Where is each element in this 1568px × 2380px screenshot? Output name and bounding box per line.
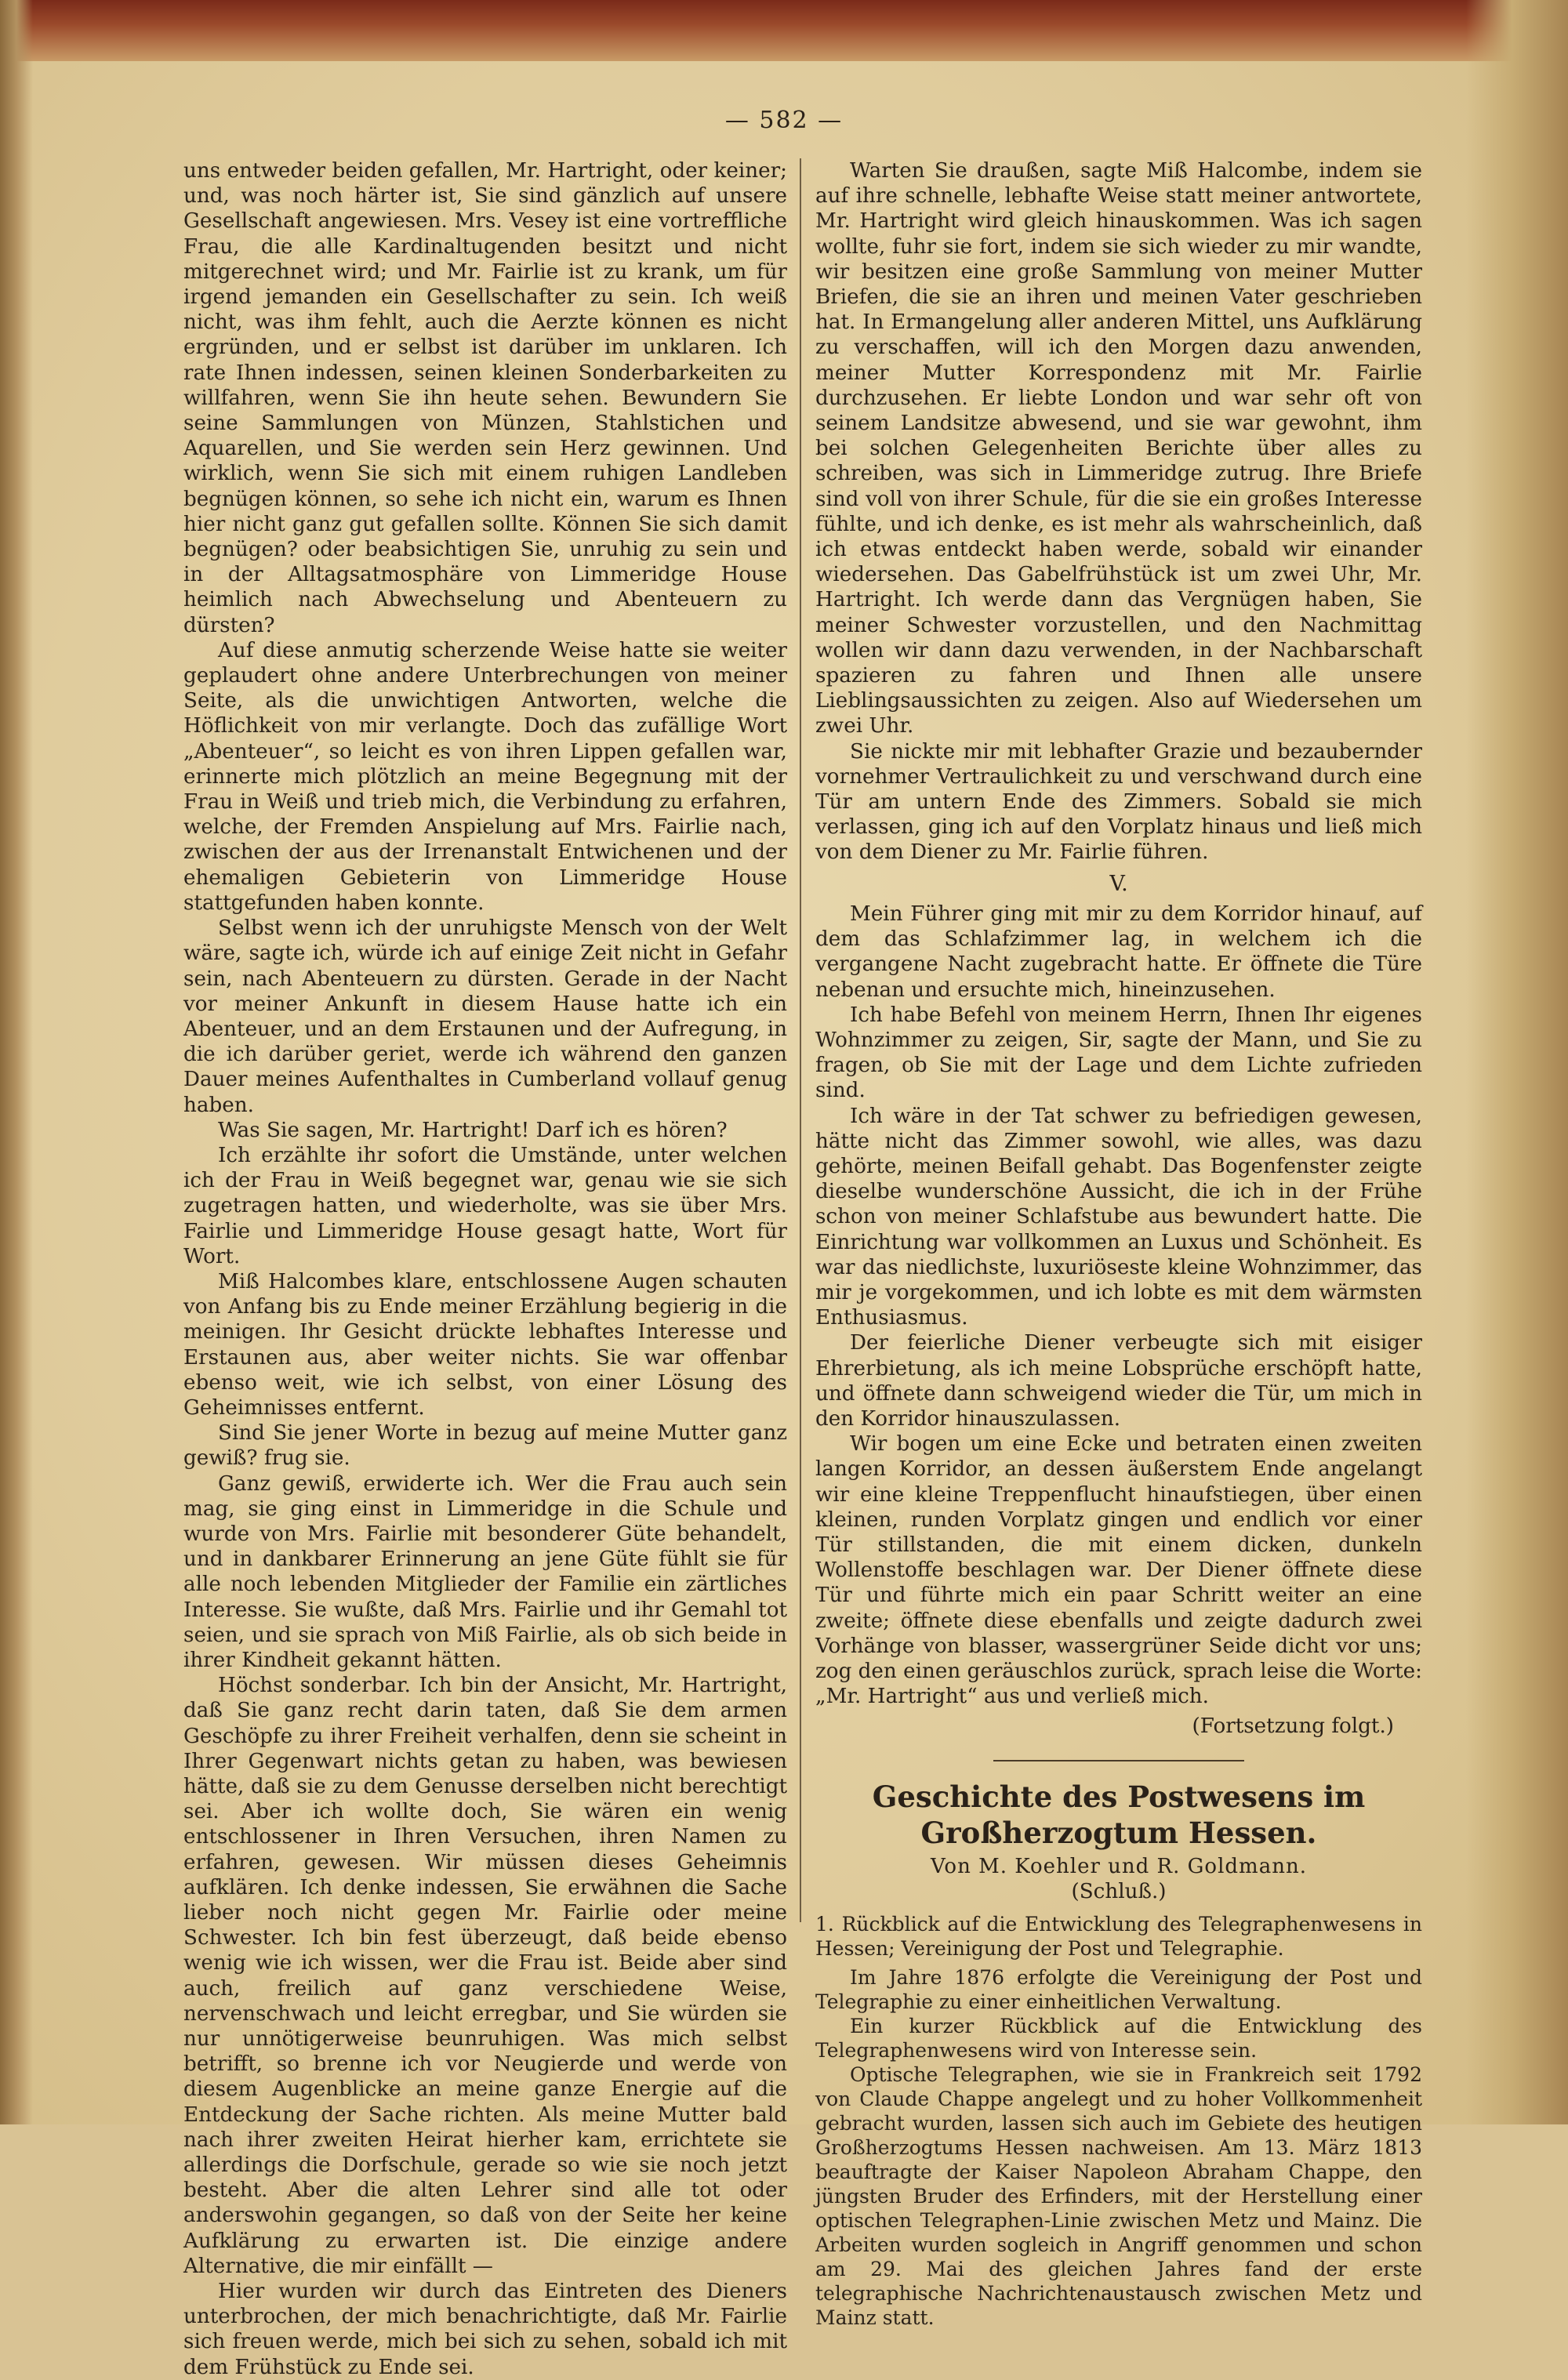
left-paragraph: Höchst sonderbar. Ich bin der Ansicht, Mr. Hartright, daß Sie ganz recht darin taten, daß Sie dem armen Geschöpfe zu ihrer Freiheit verhalfen, denn sie scheint in Ihrer Gegenwart nichts getan zu haben, was bewiesen hätte, daß sie zu dem Genusse derselben nicht berechtigt sei. Aber ich wollte doch, Sie wären ein wenig entschlossener in Ihren Versuchen, ihren Namen zu erfahren, gewesen. Wir müssen dieses Geheimnis aufklären. Ich denke indessen, Sie erwähnen die Sache lieber noch nicht gegen Mr. Fairlie oder meine Schwester. Ich bin fest überzeugt, daß beide ebenso wenig wie ich wissen, wer die Frau ist. Beide aber sind auch, freilich auf ganz verschiedene Weise, nervenschwach und leicht erregbar, und Sie würden sie nur unnötigerweise beunruhigen. Was mich selbst betrifft, so brenne ich vor Neugierde und werde von diesem Augenblicke an meine ganze Energie auf die Entdeckung der Sache richten. Als meine Mutter bald nach ihrer zweiten Heirat hierher kam, errichtete sie allerdings die Dorfschule, gerade so wie sie noch jetzt besteht. Aber die alten Lehrer sind alle tot oder anderswohin gegangen, so daß von der Seite her keine Aufklärung zu erwarten ist. Die einzige andere Alternative, die mir einfällt — bbox=[183, 1674, 787, 2278]
article-divider bbox=[993, 1760, 1244, 1761]
left-paragraph: Was Sie sagen, Mr. Hartright! Darf ich es hören? bbox=[218, 1118, 728, 1142]
article-title: Geschichte des Postwesens im Großherzogtum Hessen. bbox=[872, 1779, 1366, 1850]
left-paragraph: Hier wurden wir durch das Eintreten des Dieners unterbrochen, der mich benachrichtigte, daß Mr. Fairlie sich freuen werde, mich bei sich zu sehen, sobald ich mit dem Frühstück zu Ende sei. bbox=[183, 2280, 787, 2379]
right-paragraph: Ich wäre in der Tat schwer zu befriedigen gewesen, hätte nicht das Zimmer sowohl, wie alles, was dazu gehörte, meinen Beifall gehabt. Das Bogenfenster zeigte dieselbe wunderschöne Aussicht, die ich in der Frühe schon von meiner Schlafstube aus bewundert hatte. Die Einrichtung war vollkommen an Luxus und Schönheit. Es war das niedlichste, luxuriöseste kleine Wohnzimmer, das mir je vorgekommen, und ich lobte es mit dem wärmsten Enthusiasmus. bbox=[815, 1104, 1422, 1330]
left-paragraph: Auf diese anmutig scherzende Weise hatte sie weiter geplaudert ohne andere Unterbrechungen von meiner Seite, als die unwichtigen Antworten, welche die Höflichkeit von mir verlangte. Doch das zufällige Wort „Abenteuer“, so leicht es von ihren Lippen gefallen war, erinnerte mich plötzlich an meine Begegnung mit der Frau in Weiß und trieb mich, die Verbindung zu erfahren, welche, der Fremden Anspielung auf Mrs. Fairlie nach, zwischen der aus der Irrenanstalt Entwichenen und der ehemaligen Gebieterin von Limmeridge House stattgefunden haben konnte. bbox=[183, 638, 787, 915]
left-paragraph: Ich erzählte ihr sofort die Umstände, unter welchen ich der Frau in Weiß begegnet war, genau wie sie sich zugetragen hatten, und wiederholte, was sie über Mrs. Fairlie und Limmeridge House gesagt hatte, Wort für Wort. bbox=[183, 1143, 787, 1268]
right-paragraph: Mein Führer ging mit mir zu dem Korridor hinauf, auf dem das Schlafzimmer lag, in welchem ich die vergangene Nacht zugebracht hatte. Er öffnete die Türe nebenan und ersuchte mich, hineinzusehen. bbox=[815, 902, 1422, 1002]
left-paragraph: Selbst wenn ich der unruhigste Mensch von der Welt wäre, sagte ich, würde ich auf einige Zeit nicht in Gefahr sein, nach Abenteuern zu dürsten. Gerade in der Nacht vor meiner Ankunft in diesem Hause hatte ich ein Abenteuer, und an dem Erstaunen und der Aufregung, in die ich darüber geriet, werde ich während den ganzen Dauer meines Aufenthaltes in Cumberland vollauf genug haben. bbox=[183, 916, 787, 1117]
section-heading: V. bbox=[1109, 871, 1128, 896]
page-right-edge bbox=[1466, 0, 1568, 2124]
article-paragraph: Ein kurzer Rückblick auf die Entwicklung des Telegraphenwesens wird von Interesse sein. bbox=[815, 2015, 1422, 2062]
continued-note: (Fortsetzung folgt.) bbox=[1192, 1714, 1394, 1739]
article-conclusion-note: (Schluß.) bbox=[1071, 1879, 1167, 1903]
right-paragraph: Warten Sie draußen, sagte Miß Halcombe, indem sie auf ihre schnelle, lebhafte Weise statt meiner antwortete, Mr. Hartright wird gleich hinauskommen. Was ich sagen wollte, fuhr sie fort, indem sie sich wieder zu mir wandte, wir besitzen eine große Sammlung von meiner Mutter Briefen, die sie an ihren und meinen Vater geschrieben hat. In Ermangelung aller anderen Mittel, uns Aufklärung zu verschaffen, will ich den Morgen dazu anwenden, meiner Mutter Korrespondenz mit Mr. Fairlie durchzusehen. Er liebte London und war sehr oft von seinem Landsitze abwesend, und sie war gewohnt, ihm bei solchen Gelegenheiten Berichte über alles zu schreiben, was sich in Limmeridge zutrug. Ihre Briefe sind voll von ihrer Schule, für die sie ein großes Interesse fühlte, und ich denke, es ist mehr als wahrscheinlich, daß ich etwas entdeckt haben werde, sobald wir einander wiedersehen. Das Gabelfrühstück ist um zwei Uhr, Mr. Hartright. Ich werde dann das Vergnügen haben, Sie meiner Schwester vorzustellen, und den Nachmittag wollen wir dann dazu verwenden, in der Nachbarschaft spazieren zu fahren und Ihnen alle unsere Lieblingsaussichten zu zeigen. Also auf Wiedersehen um zwei Uhr. bbox=[815, 159, 1422, 738]
page-number: — 582 — bbox=[724, 107, 844, 134]
right-paragraph: Der feierliche Diener verbeugte sich mit eisiger Ehrerbietung, als ich meine Lobsprüche erschöpft hatte, und öffnete dann schweigend wieder die Tür, um mich in den Korridor hinauszulassen. bbox=[815, 1331, 1422, 1431]
article-paragraph: Optische Telegraphen, wie sie in Frankreich seit 1792 von Claude Chappe angelegt und zu hoher Vollkommenheit gebracht wurden, lassen sich auch im Gebiete des heutigen Großherzogtums Hessen nachweisen. Am 13. März 1813 beauftragte der Kaiser Napoleon Abraham Chappe, den jüngsten Bruder des Erfinders, mit der Herstellung einer optischen Telegraphen-Linie zwischen Metz und Mainz. Die Arbeiten wurden sogleich in Angriff genommen und schon am 29. Mai des gleichen Jahres fand der erste telegraphische Nachrichtenaustausch zwischen Metz und Mainz statt. bbox=[815, 2063, 1422, 2329]
right-paragraph: Ich habe Befehl von meinem Herrn, Ihnen Ihr eigenes Wohnzimmer zu zeigen, Sir, sagte der Mann, und Sie zu fragen, ob Sie mit der Lage und dem Lichte zufrieden sind. bbox=[815, 1003, 1422, 1103]
right-column bbox=[815, 158, 1422, 2330]
left-paragraph: Ganz gewiß, erwiderte ich. Wer die Frau auch sein mag, sie ging einst in Limmeridge in die Schule und wurde von Mrs. Fairlie mit besonderer Güte behandelt, und in dankbarer Erinnerung an jene Güte fühlt sie für alle noch lebenden Mitglieder der Familie ein zärtliches Interesse. Sie wußte, daß Mrs. Fairlie und ihr Gemahl tot seien, und sie sprach von Miß Fairlie, als ob sich beide in ihrer Kindheit gekannt hätten. bbox=[183, 1471, 787, 1672]
left-paragraph: Miß Halcombes klare, entschlossene Augen schauten von Anfang bis zu Ende meiner Erzählung begierig in die meinigen. Ihr Gesicht drückte lebhaftes Interesse und Erstaunen aus, aber weiter nichts. Sie war offenbar ebenso weit, wie ich selbst, von einer Lösung des Geheimnisses entfernt. bbox=[183, 1269, 787, 1420]
page-top-edge bbox=[0, 0, 1568, 61]
left-paragraph: Sind Sie jener Worte in bezug auf meine Mutter ganz gewiß? frug sie. bbox=[183, 1421, 787, 1471]
right-paragraph: Sie nickte mir mit lebhafter Grazie und bezaubernder vornehmer Vertraulichkeit zu und verschwand durch eine Tür am untern Ende des Zimmers. Sobald sie mich verlassen, ging ich auf den Vorplatz hinaus und ließ mich von dem Diener zu Mr. Fairlie führen. bbox=[815, 739, 1422, 865]
right-paragraph: Wir bogen um eine Ecke und betraten einen zweiten langen Korridor, an dessen äußerstem Ende angelangt wir eine kleine Treppenflucht hinaufstiegen, über einen kleinen, runden Vorplatz gingen und endlich vor einer Tür stillstanden, die mit einem dicken, dunkeln Wollenstoffe beschlagen war. Der Diener öffnete diese Tür und führte mich ein paar Schritt weiter an eine zweite; öffnete diese ebenfalls und zeigte dadurch zwei Vorhänge von blasser, wassergrüner Seide dicht vor uns; zog den einen geräuschlos zurück, sprach leise die Worte: „Mr. Hartright“ aus und verließ mich. bbox=[815, 1432, 1422, 1709]
left-paragraph: uns entweder beiden gefallen, Mr. Hartright, oder keiner; und, was noch härter ist, Sie sind gänzlich auf unsere Gesellschaft angewiesen. Mrs. Vesey ist eine vortreffliche Frau, die alle Kardinaltugenden besitzt und nicht mitgerechnet wird; und Mr. Fairlie ist zu krank, um für irgend jemanden ein Gesellschafter zu sein. Ich weiß nicht, was ihm fehlt, auch die Aerzte können es nicht ergründen, und er selbst ist darüber im unklaren. Ich rate Ihnen indessen, seinen kleinen Sonderbarkeiten zu willfahren, wenn Sie ihn heute sehen. Bewundern Sie seine Sammlungen von Münzen, Stahlstichen und Aquarellen, und Sie werden sein Herz gewinnen. Und wirklich, wenn Sie sich mit einem ruhigen Landleben begnügen können, so sehe ich nicht ein, warum es Ihnen hier nicht ganz gut gefallen sollte. Können Sie sich damit begnügen? oder beabsichtigen Sie, unruhig zu sein und in der Alltagsatmosphäre von Limmeridge House heimlich nach Abwechselung und Abenteuern zu dürsten? bbox=[183, 159, 787, 637]
article-subsection-heading: 1. Rückblick auf die Entwicklung des Telegraphenwesens in Hessen; Vereinigung der Post und Telegraphie. bbox=[815, 1913, 1422, 1960]
article-paragraph: Im Jahre 1876 erfolgte die Vereinigung der Post und Telegraphie zu einer einheitlichen Verwaltung. bbox=[815, 1966, 1422, 2013]
column-divider bbox=[800, 158, 801, 1922]
page-left-edge bbox=[0, 0, 33, 2124]
article-byline: Von M. Koehler und R. Goldmann. bbox=[931, 1854, 1307, 1878]
left-column bbox=[183, 158, 787, 2380]
